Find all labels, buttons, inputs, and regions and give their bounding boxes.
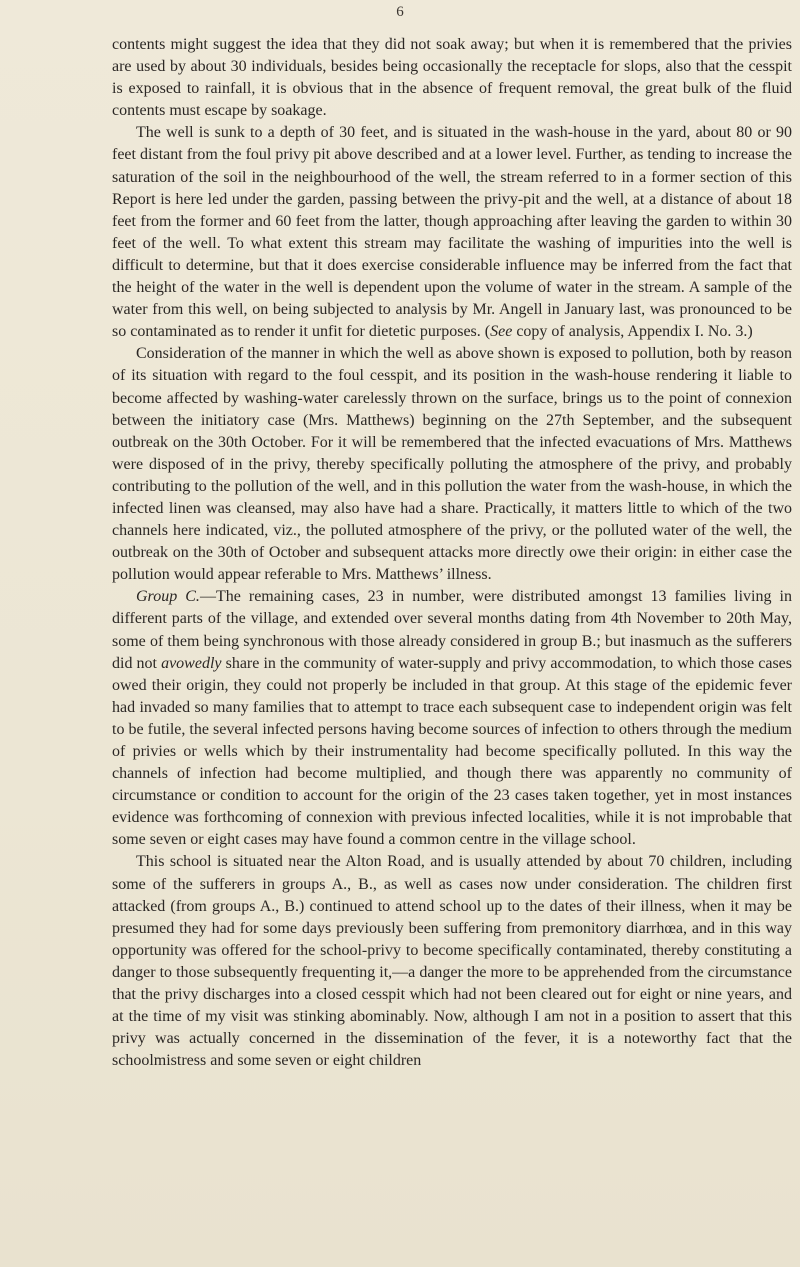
paragraph-3-text: Consideration of the manner in which the well as above shown is exposed to pollution, both by reason of its situation with regard to the foul cesspit, and its position in the wash-house rendering it liable to become affected by washing-water carelessly thrown on the surface, brings us to the point of connexion between the initiatory case (Mrs. Matthews) beginning on the 27th September, and the subsequent outbreak on the 30th October. For it will be remembered that the infected evacuations of Mrs. Matthews were disposed of in the privy, thereby specifically polluting the atmosphere of the privy, and probably contributing to the pollution of the well, and in this pollution the water from the wash-house, in which the infected linen was cleansed, may also have had a share. Practically, it matters little to which of the two channels here indicated, viz., the polluted atmosphere of the privy, or the polluted water of the well, the outbreak on the 30th of October and subsequent attacks more directly owe their origin: in either case the pollution would appear referable to Mrs. Matthews’ illness. — [112, 345, 792, 584]
paragraph-4-emphasis: avowedly — [161, 654, 222, 672]
paragraph-4-text-a: —The remaining cases, 23 in number, were distributed amongst 13 families living in different parts of the village, and extended over several months dating from 4th November to 20th May, some of them being synchronous with those already considered in group B.; but inasmuch as the sufferers did not — [112, 588, 793, 672]
paragraph-4 — [112, 586, 792, 851]
paragraph-2-aside-see: See — [490, 323, 513, 341]
paragraph-3 — [112, 343, 792, 586]
paragraph-5-text: This school is situated near the Alton Road, and is usually attended by about 70 children, including some of the sufferers in groups A., B., as well as cases now under consideration. The children first attacked (from groups A., B.) continued to attend school up to the dates of their illness, when it may be presumed they had for some days previously been suffering from premonitory diarrhœa, and in this way opportunity was offered for the school-privy to become specifically contaminated, thereby constituting a danger to those subsequently frequenting it,—a danger the more to be apprehended from the circumstance that the privy discharges into a closed cesspit which had not been cleared out for eight or nine years, and at the time of my visit was stinking abominably. Now, although I am not in a position to assert that this privy was actually concerned in the dissemination of the fever, it is a noteworthy fact that the schoolmistress and some seven or eight children — [112, 853, 792, 1070]
page-number: 6 — [396, 4, 404, 20]
body-text — [112, 34, 792, 1072]
paragraph-2-aside-rest: copy of analysis, Appendix I. No. 3.) — [512, 323, 753, 341]
paragraph-1-text: contents might suggest the idea that they did not soak away; but when it is remembered that the privies are used by about 30 individuals, besides being occasionally the receptacle for slops, also that the cesspit is exposed to rainfall, it is obvious that in the absence of frequent removal, the great bulk of the fluid contents must escape by soakage. — [112, 36, 792, 120]
paragraph-1 — [112, 34, 792, 122]
paragraph-2-aside-open: ( — [480, 323, 491, 341]
paragraph-4-text-c: share in the community of water-supply and privy accommodation, to which those cases owed their origin, they could not properly be included in that group. At this stage of the epidemic fever had invaded so many families that to attempt to trace each subsequent case to independent origin was felt to be futile, the several infected persons having become sources of infection to others through the medium of privies or wells which by their instrumentality had become specifically polluted. In this way the channels of infection had become multiplied, and though there was apparently no community of circumstance or condition to account for the origin of the 23 cases taken together, yet in most instances evidence was forthcoming of connexion with previous infected localities, while it is not improbable that some seven or eight cases may have found a common centre in the village school. — [112, 654, 793, 849]
paragraph-2 — [112, 122, 792, 343]
paragraph-5 — [112, 851, 792, 1072]
paragraph-4-label: Group C. — [136, 588, 200, 606]
paragraph-2-text: The well is sunk to a depth of 30 feet, and is situated in the wash-house in the yard, about 80 or 90 feet distant from the foul privy pit above described and at a lower level. Further, as tending to increase the saturation of the soil in the neighbourhood of the well, the stream referred to in a former section of this Report is here led under the garden, passing between the privy-pit and the well, at a distance of about 18 feet from the former and 60 feet from the latter, though approaching after leaving the garden to within 30 feet of the well. To what extent this stream may facilitate the washing of impurities into the well is difficult to determine, but that it does exercise considerable influence may be inferred from the fact that the height of the water in the well is dependent upon the volume of water in the stream. A sample of the water from this well, on being subjected to analysis by Mr. Angell in January last, was pronounced to be so contaminated as to render it unfit for dietetic purposes. — [112, 124, 792, 341]
